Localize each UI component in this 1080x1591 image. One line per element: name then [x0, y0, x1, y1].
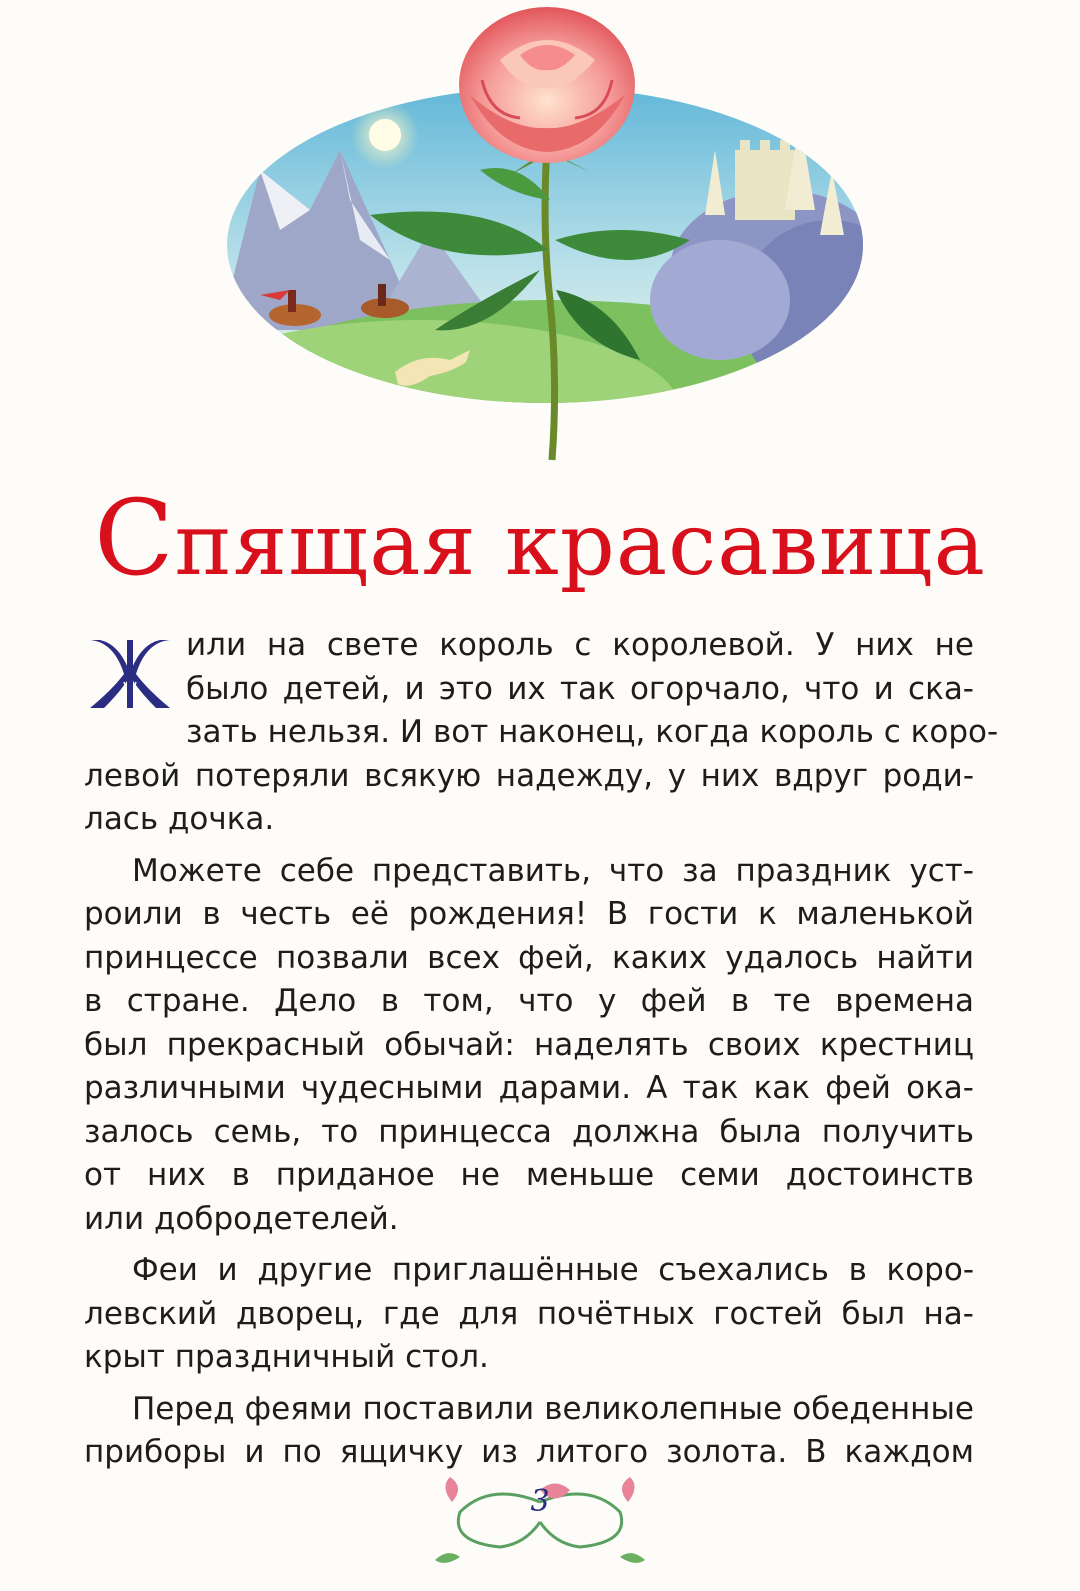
text-line: Перед феями поставили великолепные обеденные — [132, 1390, 974, 1427]
text-line: или добродетелей. — [84, 1200, 399, 1237]
text-line: от них в приданое не меньше семи достоинств — [84, 1157, 974, 1193]
text-line: или на свете король с королевой. У них не — [186, 627, 974, 663]
page-number: 3 — [530, 1484, 550, 1519]
text-line: залось семь, то принцесса должна была получить — [84, 1113, 974, 1150]
paragraph-3 — [84, 1249, 974, 1380]
text-line: в стране. Дело в том, что у фей в те времена — [84, 983, 974, 1019]
paragraph-4 — [84, 1388, 974, 1475]
text-line: роили в честь её рождения! В гости к маленькой — [84, 896, 974, 932]
story-text — [84, 624, 999, 1483]
text-line: левой потеряли всякую надежду, у них вдруг роди- — [84, 757, 974, 794]
paragraph-2 — [84, 850, 974, 1242]
text-line: Можете себе представить, что за праздник уст- — [132, 852, 974, 889]
rose-vignette-illustration — [220, 0, 870, 470]
text-line: приборы и по ящичку из литого золота. В каждом — [84, 1434, 974, 1470]
paragraph-1 — [84, 624, 999, 842]
text-line: Феи и другие приглашённые съехались в коро- — [132, 1252, 974, 1288]
page-title — [0, 477, 1080, 599]
text-line: крыт праздничный стол. — [84, 1339, 489, 1375]
text-line: зать нельзя. И вот наконец, когда король с коро- — [186, 714, 999, 750]
text-line: был прекрасный обычай: наделять своих крестниц — [84, 1026, 974, 1063]
text-line: было детей, и это их так огорчало, что и ска- — [186, 670, 974, 707]
title-rest: пящая красавица — [174, 495, 986, 595]
dropcap — [84, 630, 176, 712]
text-line: принцессе позвали всех фей, каких удалось найти — [84, 939, 974, 976]
text-line: лась дочка. — [84, 801, 275, 837]
title-initial: С — [94, 477, 175, 599]
text-line: левский дворец, где для почётных гостей был на- — [84, 1295, 974, 1332]
text-line: различными чудесными дарами. А так как фей ока- — [84, 1070, 974, 1106]
